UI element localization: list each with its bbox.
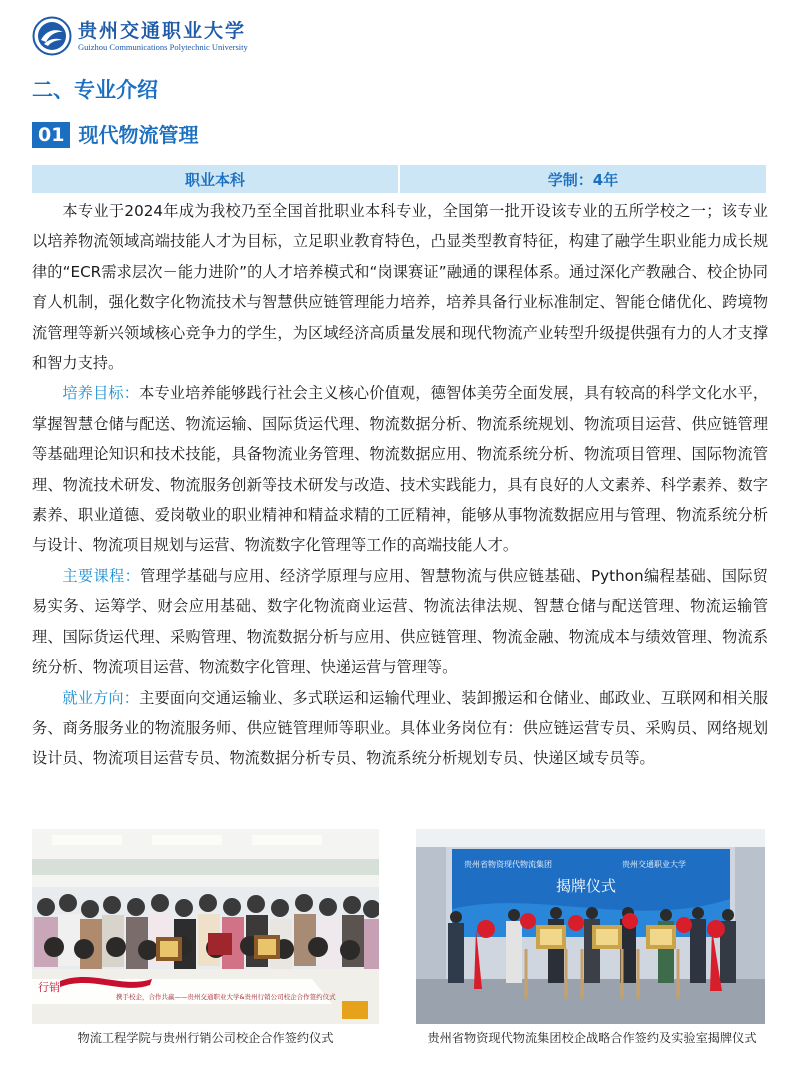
courses-text: 管理学基础与应用、经济学原理与应用、智慧物流与供应链基础、Python编程基础、国际贸易实务、运筹学、财会应用基础、数字化物流商业运营、物流法律法规、智慧仓储与配送管理、物流运输管理、国际货运代理、采购管理、物流数据分析与应用、供应链管理、物流金融、物流成本与绩效管理、物流系统分析、物流项目运营、物流数字化管理、快递运营与管理等。 bbox=[32, 566, 768, 677]
board-left-text: 贵州省物资现代物流集团 bbox=[464, 860, 552, 869]
section-title: 二、专业介绍 bbox=[32, 78, 158, 102]
banner-text: 携手校企，合作共赢——贵州交通职业大学&贵州行销公司校企合作签约仪式 bbox=[116, 993, 336, 1001]
major-info-bar bbox=[32, 165, 766, 193]
major-heading bbox=[32, 122, 198, 148]
goal-paragraph bbox=[32, 378, 768, 560]
goal-label: 培养目标： bbox=[62, 384, 140, 403]
board-right-text: 贵州交通职业大学 bbox=[622, 860, 686, 869]
school-name-en: Guizhou Communications Polytechnic University bbox=[78, 41, 248, 52]
major-name: 现代物流管理 bbox=[78, 123, 199, 147]
photo-caption-2: 贵州省物资现代物流集团校企战略合作签约及实验室揭牌仪式 bbox=[427, 1031, 757, 1045]
goal-text: 本专业培养能够践行社会主义核心价值观，德智体美劳全面发展，具有较高的科学文化水平，掌握智慧仓储与配送、物流运输、国际货运代理、物流数据分析、物流系统规划、物流项目运营、供应链管理等基础理论知识和技术技能，具备物流业务管理、物流数据应用、物流系统分析、物流项目管理、国际物流管理、物流技术研发、物流服务创新等技术研发与改造、技术实践能力，具有良好的人文素养、科学素养、数字素养、职业道德、爱岗敬业的职业精神和精益求精的工匠精神，能够从事物流数据应用与管理、物流系统分析与设计、物流项目规划与运营、物流数字化管理等工作的高端技能人才。 bbox=[32, 384, 769, 555]
employment-label: 就业方向： bbox=[62, 688, 140, 707]
employment-text: 主要面向交通运输业、多式联运和运输代理业、装卸搬运和仓储业、邮政业、互联网和相关服务、商务服务业的物流服务师、供应链管理师等职业。具体业务岗位有：供应链运营专员、采购员、网络规划设计员、物流项目运营专员、物流数据分析专员、物流系统分析规划专员、快递区域专员等。 bbox=[32, 688, 769, 768]
intro-paragraph: 本专业于2024年成为我校乃至全国首批职业本科专业，全国第一批开设该专业的五所学校之一；该专业以培养物流领域高端技能人才为目标，立足职业教育特色，凸显类型教育特征，构建了融学生职业能力成长规律的“ECR需求层次－能力进阶”的人才培养模式和“岗课赛证”融通的课程体系。通过深化产教融合、校企协同育人机制，强化数字化物流技术与智慧供应链管理能力培养，培养具备行业标准制定、智能仓储优化、跨境物流管理等新兴领域核心竞争力的学生，为区域经济高质量发展和现代物流产业转型升级提供强有力的人才支撑和智力支持。 bbox=[32, 202, 768, 373]
board-title-text: 揭牌仪式 bbox=[556, 877, 617, 895]
signing-ceremony-photo bbox=[32, 829, 379, 1024]
page-header bbox=[32, 14, 248, 58]
courses-paragraph bbox=[32, 561, 768, 683]
education-level: 职业本科 bbox=[184, 170, 245, 189]
school-name-cn: 贵州交通职业大学 bbox=[78, 19, 247, 42]
courses-label: 主要课程： bbox=[62, 566, 141, 585]
major-number-badge: 01 bbox=[32, 122, 70, 148]
plaque-unveiling-photo bbox=[416, 829, 765, 1024]
study-duration: 学制：4年 bbox=[398, 165, 766, 193]
school-emblem-icon bbox=[32, 16, 72, 56]
banner-brand-text: 行销 bbox=[38, 981, 60, 994]
employment-paragraph bbox=[32, 683, 768, 774]
photo-caption-1: 物流工程学院与贵州行销公司校企合作签约仪式 bbox=[77, 1031, 334, 1045]
major-description bbox=[32, 196, 768, 774]
